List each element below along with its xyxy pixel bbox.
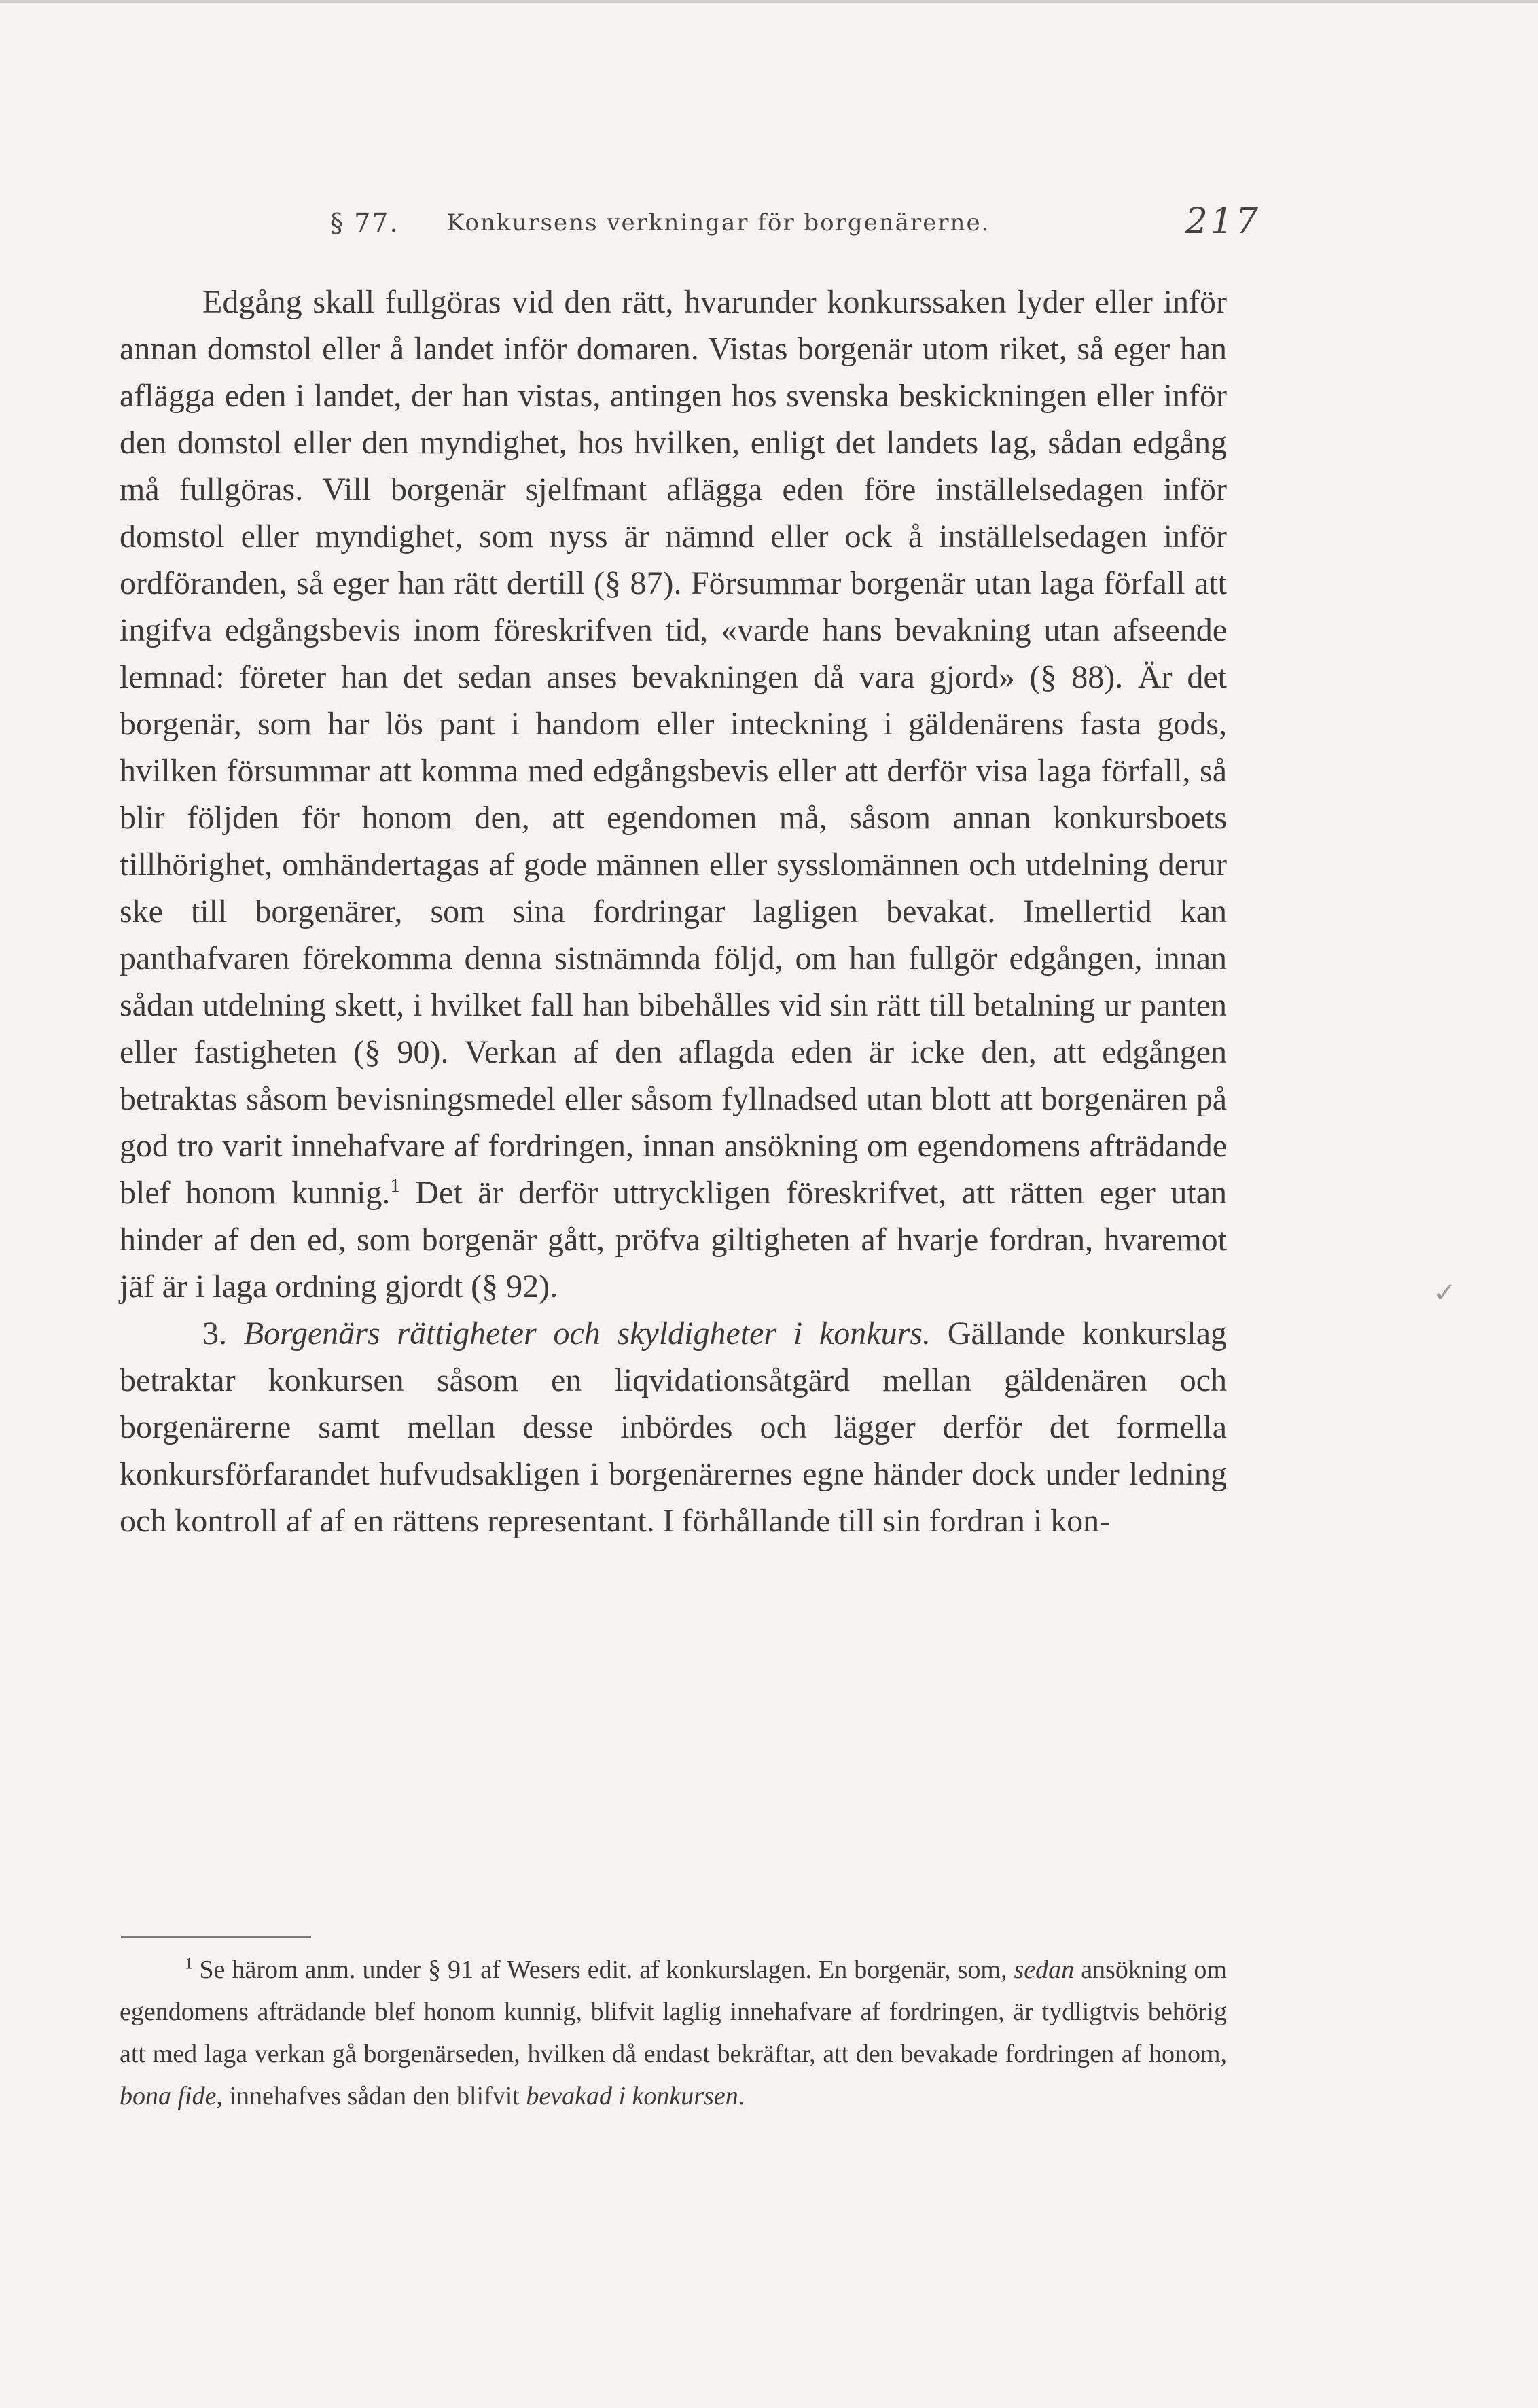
- section-item-number: 3.: [202, 1315, 227, 1351]
- footnote-text: , innehafves sådan den blifvit: [216, 2082, 526, 2110]
- footnote-text: ansökning om egendomens afträdande blef honom kunnig, blifvit laglig innehafvare af fordringen, är tydligtvis behörig att med laga verkan gå borgenärseden, hvilken då endast bekräftar, att den bevakade fordringen af honom,: [120, 1955, 1227, 2068]
- paragraph: [120, 1310, 1227, 1544]
- footnote-italic: bona fide: [120, 2082, 217, 2110]
- footnote-italic: sedan: [1014, 1955, 1075, 1984]
- page-number: 217: [1185, 201, 1261, 242]
- paragraph: [120, 279, 1227, 1310]
- footnote-italic: bevakad i konkursen: [526, 2082, 738, 2110]
- running-title: Konkursens verkningar för borgenärerne.: [447, 209, 990, 236]
- paragraph-text-continued: Det är derför uttryckligen föreskrifvet, att rätten eger utan hinder af den ed, som borgenär gått, pröfva giltigheten af hvarje fordran, hvaremot jäf är i laga ordning gjordt (§ 92).: [120, 1175, 1228, 1305]
- footnote-reference: 1: [390, 1175, 400, 1197]
- page-top-edge: [0, 0, 1538, 3]
- section-number: § 77.: [330, 208, 399, 238]
- footnote-text: Se härom anm. under § 91 af Wesers edit. af konkurslagen. En borgenär, som,: [192, 1955, 1014, 1984]
- footnote: [120, 1949, 1227, 2117]
- footnote-divider: [121, 1936, 311, 1938]
- footnote-text: .: [738, 2082, 745, 2110]
- pencil-mark: ✓: [1433, 1277, 1456, 1309]
- paragraph-text: Gällande konkurslag betraktar konkursen såsom en liqvidationsåtgärd mellan gäldenären och borgenärerne samt mellan desse inbördes och lägger derför det formella konkursförfarandet hufvudsakligen i borgenärernes egne händer dock under ledning och kontroll af af en rättens representant. I förhållande till sin fordran i kon-: [120, 1315, 1228, 1539]
- body-text: [120, 279, 1227, 1544]
- paragraph-text: Edgång skall fullgöras vid den rätt, hvarunder konkurssaken lyder eller inför annan domstol eller å landet inför domaren. Vistas borgenär utom riket, så eger han aflägga eden i landet, der han vistas, antingen hos svenska beskickningen eller inför den domstol eller den myndighet, hos hvilken, enligt det landets lag, sådan edgång må fullgöras. Vill borgenär sjelfmant aflägga eden före inställelsedagen inför domstol eller myndighet, som nyss är nämnd eller ock å inställelsedagen inför ordföranden, så eger han rätt dertill (§ 87). Försummar borgenär utan laga förfall att ingifva edgångsbevis inom föreskrifven tid, «varde hans bevakning utan afseende lemnad: företer han det sedan anses bevakningen då vara gjord» (§ 88). Är det borgenär, som har lös pant i handom eller inteckning i gäldenärens fasta gods, hvilken försummar att komma med edgångsbevis eller att derför visa laga förfall, så blir följden för honom den, att egendomen må, såsom annan konkursboets tillhörighet, omhändertagas af gode männen eller sysslomännen och utdelning derur ske till borgenärer, som sina fordringar lagligen bevakat. Imellertid kan panthafvaren förekomma denna sistnämnda följd, om han fullgör edgången, innan sådan utdelning skett, i hvilket fall han bibehålles vid sin rätt till betalning ur panten eller fastigheten (§ 90). Verkan af den aflagda eden är icke den, att edgången betraktas såsom bevisningsmedel eller såsom fyllnadsed utan blott att borgenären på god tro varit innehafvare af fordringen, innan ansökning om egendomens afträdande blef honom kunnig.: [120, 284, 1227, 1211]
- section-heading: Borgenärs rättigheter och skyldigheter i konkurs.: [243, 1315, 931, 1351]
- footnote-marker: 1: [185, 1955, 193, 1972]
- running-head: [330, 201, 1261, 255]
